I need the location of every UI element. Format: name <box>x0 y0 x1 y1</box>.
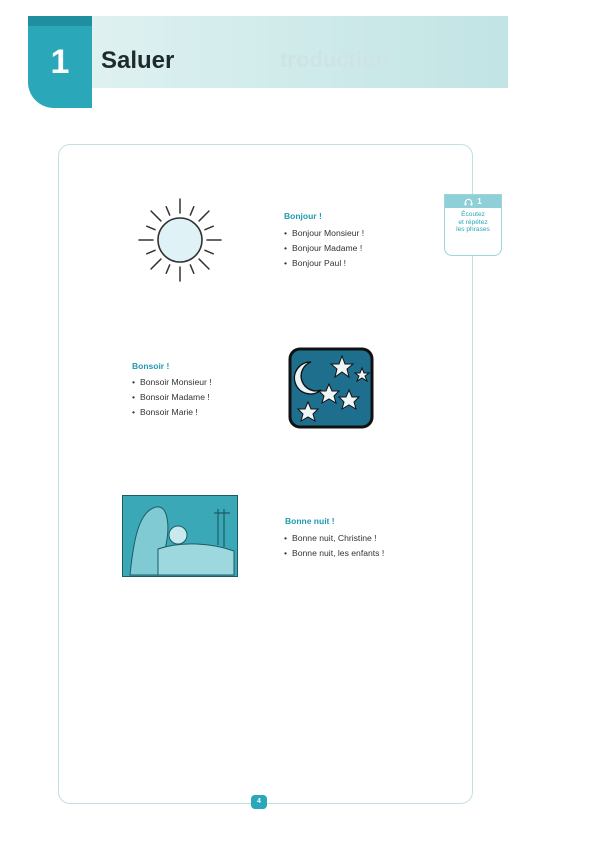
sun-ray <box>166 265 169 273</box>
bedtime-illustration <box>122 495 238 577</box>
sun-ray <box>199 211 209 221</box>
sun-ray <box>147 250 155 253</box>
bonjour-phrase-list <box>284 226 364 271</box>
list-item: • Bonjour Monsieur ! <box>284 226 364 241</box>
audio-instruction-text <box>445 211 501 234</box>
sun-ray <box>205 250 213 253</box>
headphones-icon <box>464 198 473 206</box>
sun-ray <box>190 207 193 215</box>
section-title-bonjour: Bonjour ! <box>284 211 322 221</box>
child-figure <box>169 526 187 544</box>
bonne-nuit-phrase-list <box>284 531 384 561</box>
night-sky-illustration <box>287 346 375 430</box>
bonsoir-phrase-list <box>132 375 212 420</box>
content-card <box>58 144 473 804</box>
section-title-bonne-nuit: Bonne nuit ! <box>285 516 335 526</box>
audio-line: les phrases <box>456 226 490 234</box>
audio-line: Écoutez <box>461 211 485 218</box>
sun-ray <box>190 265 193 273</box>
sun-ray <box>151 211 161 221</box>
sun-ray <box>147 226 155 229</box>
section-title-bonsoir: Bonsoir ! <box>132 361 170 371</box>
audio-track-number: 1 <box>477 197 482 206</box>
chapter-number: 1 <box>50 43 70 81</box>
sun-ray <box>199 259 209 269</box>
sun-ray <box>205 226 213 229</box>
show-through-text: troduction <box>280 47 389 72</box>
chapter-title: Saluer <box>101 47 175 74</box>
page-number-badge: 4 <box>251 795 267 809</box>
list-item: • Bonjour Madame ! <box>284 241 364 256</box>
sun-illustration <box>136 196 224 284</box>
sun-ray <box>166 207 169 215</box>
chapter-header-band <box>28 16 508 88</box>
list-item: • Bonsoir Marie ! <box>132 405 212 420</box>
audio-header <box>445 195 501 208</box>
sun-ray <box>151 259 161 269</box>
list-item: • Bonne nuit, Christine ! <box>284 531 384 546</box>
list-item: • Bonsoir Madame ! <box>132 390 212 405</box>
audio-line: et répétez <box>458 218 488 226</box>
list-item: • Bonsoir Monsieur ! <box>132 375 212 390</box>
list-item: • Bonne nuit, les enfants ! <box>284 546 384 561</box>
audio-instruction-box[interactable] <box>444 194 502 256</box>
list-item: • Bonjour Paul ! <box>284 256 364 271</box>
bed-blanket <box>158 544 234 575</box>
chapter-number-badge <box>28 16 92 108</box>
